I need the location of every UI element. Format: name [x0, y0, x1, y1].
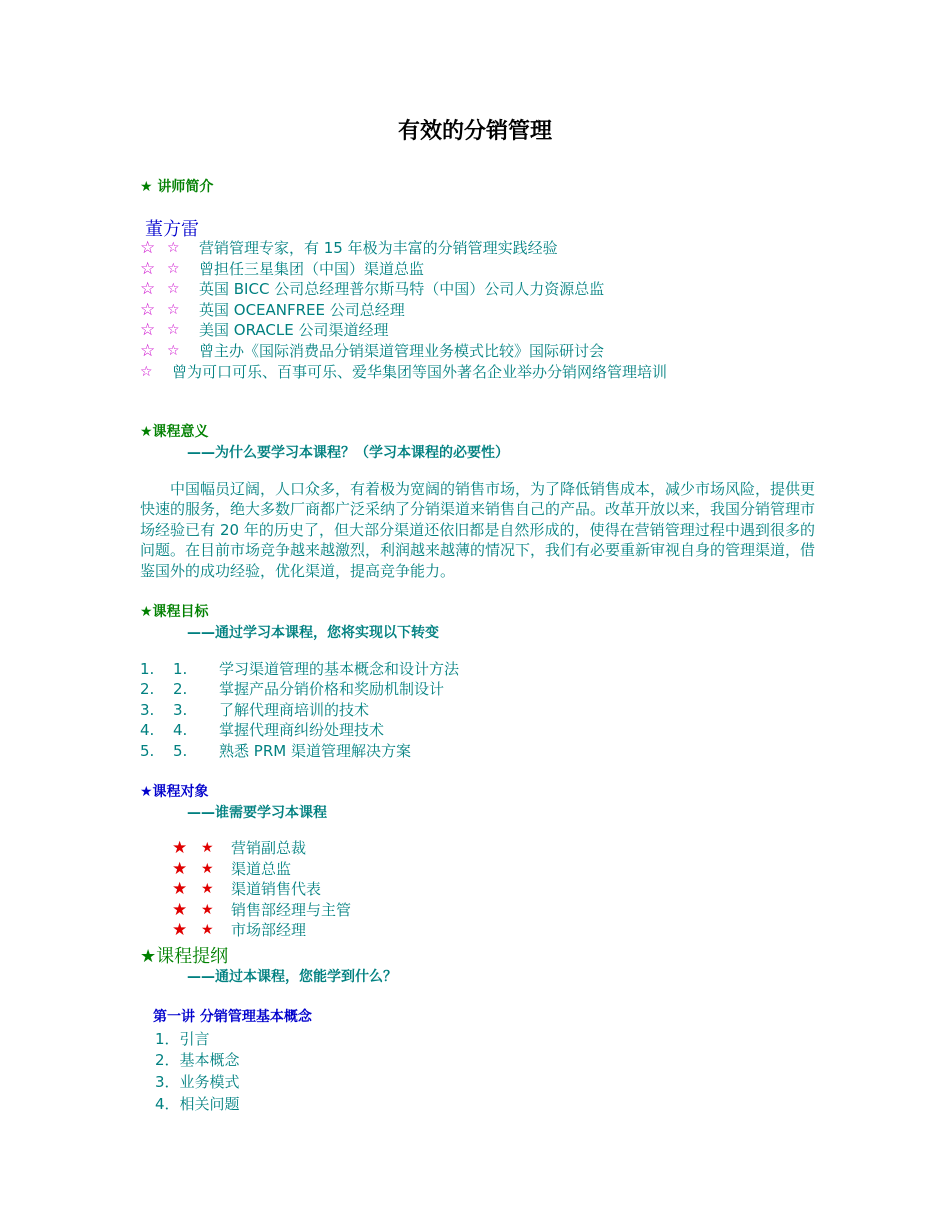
- star-outline-icon: ☆: [140, 320, 156, 340]
- bullet-text: 美国 ORACLE 公司渠道经理: [199, 321, 389, 339]
- star-icon: ★: [172, 900, 188, 920]
- star-outline-icon: ☆: [167, 302, 180, 318]
- outline-heading: ★课程提纲: [140, 946, 229, 967]
- star-outline-icon: ☆: [140, 259, 156, 279]
- meaning-subheading: ——为什么要学习本课程？（学习本课程的必要性）: [187, 445, 509, 461]
- goals-subheading: ——通过学习本课程，您将实现以下转变: [187, 625, 439, 641]
- star-outline-icon: ☆: [140, 238, 156, 258]
- bullet-text: 营销管理专家，有 15 年极为丰富的分销管理实践经验: [199, 239, 558, 257]
- list-item: 2．基本概念: [155, 1051, 240, 1069]
- list-item: 3．业务模式: [155, 1073, 240, 1091]
- lecture-title: 第一讲 分销管理基本概念: [153, 1009, 312, 1025]
- bullet-text: 英国 BICC 公司总经理普尔斯马特（中国）公司人力资源总监: [199, 280, 605, 298]
- list-number: 2.: [173, 680, 188, 698]
- goal-text: 了解代理商培训的技术: [219, 701, 370, 719]
- bullet-text: 曾主办《国际消费品分销渠道管理业务模式比较》国际研讨会: [199, 342, 605, 360]
- star-icon: ★: [172, 838, 188, 858]
- list-number: 4.: [140, 721, 155, 739]
- star-outline-icon: ☆: [167, 343, 180, 359]
- star-outline-icon: ☆: [140, 364, 153, 380]
- star-outline-icon: ☆: [167, 240, 180, 256]
- meaning-heading: ★课程意义: [140, 424, 209, 440]
- list-number: 1.: [140, 660, 155, 678]
- list-item: 1．引言: [155, 1030, 210, 1048]
- audience-text: 市场部经理: [231, 921, 307, 939]
- audience-subheading: ——谁需要学习本课程: [187, 805, 327, 821]
- audience-text: 渠道总监: [231, 860, 292, 878]
- audience-text: 营销副总裁: [231, 839, 307, 857]
- list-number: 3.: [173, 701, 188, 719]
- list-item: 4．相关问题: [155, 1095, 240, 1113]
- audience-heading: ★课程对象: [140, 784, 209, 800]
- star-icon: ★: [172, 859, 188, 879]
- star-outline-icon: ☆: [140, 300, 156, 320]
- document-title: 有效的分销管理: [397, 119, 552, 144]
- star-icon: ★: [201, 902, 214, 918]
- goal-text: 学习渠道管理的基本概念和设计方法: [219, 660, 460, 678]
- bullet-text: 英国 OCEANFREE 公司总经理: [199, 301, 405, 319]
- bullet-text: 曾担任三星集团（中国）渠道总监: [199, 260, 425, 278]
- list-number: 1.: [173, 660, 188, 678]
- star-outline-icon: ☆: [140, 279, 156, 299]
- star-icon: ★: [172, 879, 188, 899]
- star-icon: ★: [201, 840, 214, 856]
- star-outline-icon: ☆: [167, 261, 180, 277]
- list-number: 5.: [173, 742, 188, 760]
- list-number: 3.: [140, 701, 155, 719]
- star-outline-icon: ☆: [140, 341, 156, 361]
- goal-text: 掌握产品分销价格和奖励机制设计: [219, 680, 445, 698]
- list-number: 2.: [140, 680, 155, 698]
- instructor-heading: ★ 讲师简介: [140, 179, 214, 195]
- goal-text: 掌握代理商纠纷处理技术: [219, 721, 385, 739]
- audience-text: 渠道销售代表: [231, 880, 322, 898]
- meaning-paragraph: 中国幅员辽阔，人口众多，有着极为宽阔的销售市场，为了降低销售成本，减少市场风险，提供更快速的服务，绝大多数厂商都广泛采纳了分销渠道来销售自己的产品。改革开放以来，我国分销管理市场经验已有 20 年的历史了，但大部分渠道还依旧都是自然形成的，使得在营销管理过程中遇到很多的问题。在目前市场竞争越来越激烈，利润越来越薄的情况下，我们有必要重新审视自身的管理渠道，借鉴国外的成功经验，优化渠道，提高竞争能力。: [140, 480, 816, 580]
- star-icon: ★: [172, 920, 188, 940]
- star-outline-icon: ☆: [167, 281, 180, 297]
- star-icon: ★: [201, 881, 214, 897]
- star-icon: ★: [201, 861, 214, 877]
- goals-heading: ★课程目标: [140, 604, 209, 620]
- star-outline-icon: ☆: [167, 322, 180, 338]
- bullet-text: 曾为可口可乐、百事可乐、爱华集团等国外著名企业举办分销网络管理培训: [172, 363, 668, 381]
- audience-text: 销售部经理与主管: [231, 901, 352, 919]
- star-icon: ★: [201, 922, 214, 938]
- instructor-name: 董方雷: [145, 219, 199, 240]
- list-number: 4.: [173, 721, 188, 739]
- goal-text: 熟悉 PRM 渠道管理解决方案: [219, 742, 411, 760]
- list-number: 5.: [140, 742, 155, 760]
- outline-subheading: ——通过本课程，您能学到什么？: [187, 969, 397, 985]
